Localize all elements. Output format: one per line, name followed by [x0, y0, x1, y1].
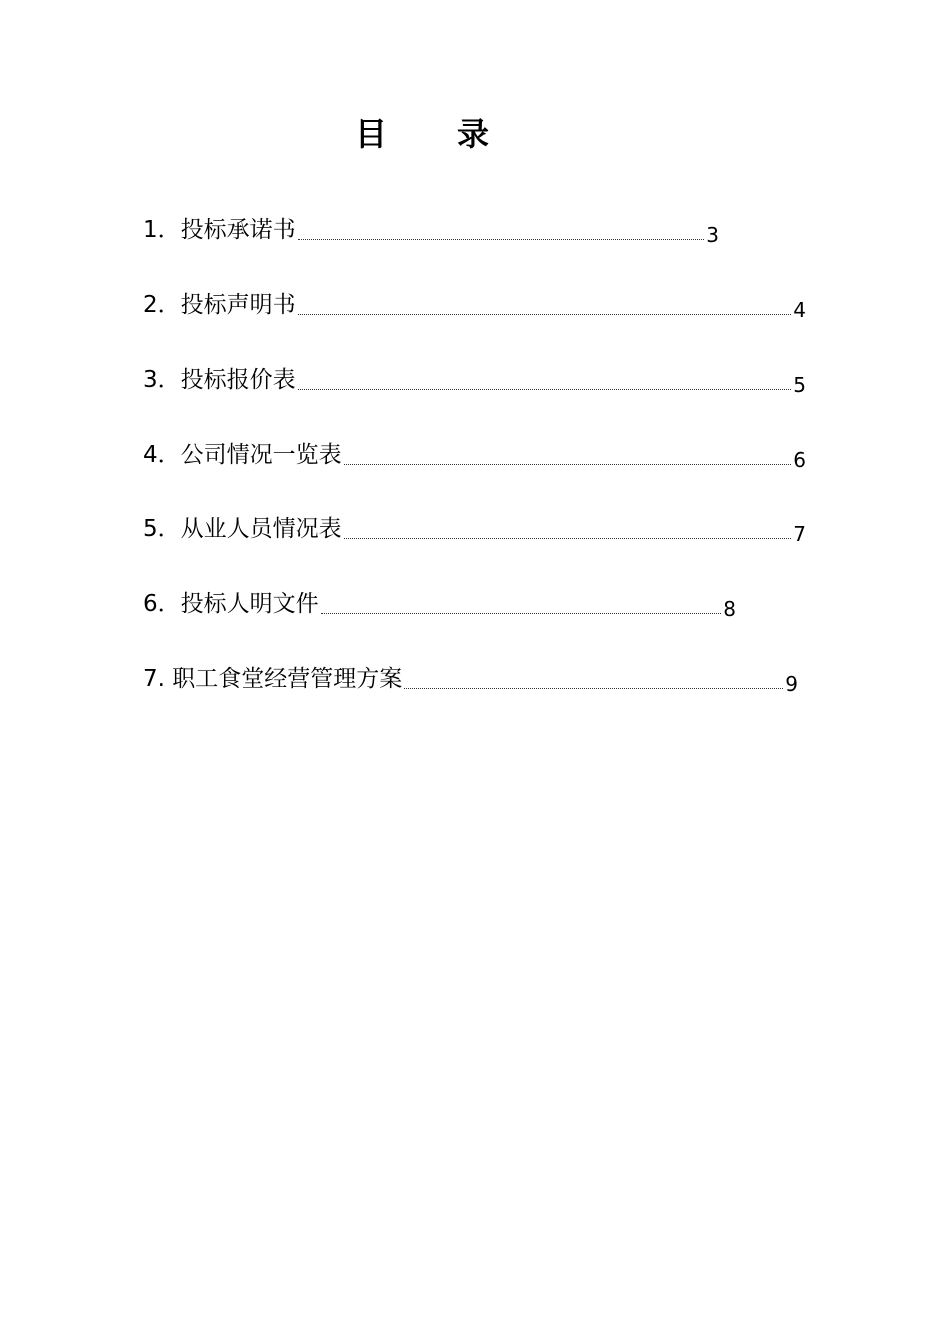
toc-dot-leader [298, 385, 792, 390]
toc-dot-leader [344, 534, 792, 539]
toc-dot-leader [404, 684, 783, 689]
toc-entry[interactable] [143, 212, 719, 247]
toc-title-char-1: 目 [355, 115, 388, 153]
toc-entry-label: 3．投标报价表 [143, 367, 296, 393]
toc-entry[interactable] [143, 511, 806, 546]
toc-entry-label: 1．投标承诺书 [143, 217, 296, 243]
toc-entry-label: 2．投标声明书 [143, 292, 296, 318]
toc-title-char-2: 录 [457, 115, 490, 153]
toc-entry-page-number: 4 [793, 298, 806, 322]
toc-entry-label: 7. 职工食堂经营管理方案 [143, 666, 403, 692]
toc-entry[interactable] [143, 287, 806, 322]
toc-dot-leader [321, 609, 722, 614]
toc-dot-leader [298, 310, 792, 315]
toc-entry[interactable] [143, 437, 806, 472]
toc-entry-page-number: 8 [723, 597, 736, 621]
toc-dot-leader [298, 235, 705, 240]
toc-entry-label: 6．投标人明文件 [143, 591, 319, 617]
toc-entry-label: 4．公司情况一览表 [143, 442, 342, 468]
toc-entry-page-number: 9 [785, 672, 798, 696]
toc-entry-page-number: 5 [793, 373, 806, 397]
toc-dot-leader [344, 460, 792, 465]
toc-entry-page-number: 3 [706, 223, 719, 247]
toc-entry-page-number: 6 [793, 448, 806, 472]
toc-entry-page-number: 7 [793, 522, 806, 546]
toc-entry[interactable] [143, 661, 798, 696]
toc-entry-label: 5．从业人员情况表 [143, 516, 342, 542]
toc-entry[interactable] [143, 362, 806, 397]
toc-entry[interactable] [143, 586, 736, 621]
